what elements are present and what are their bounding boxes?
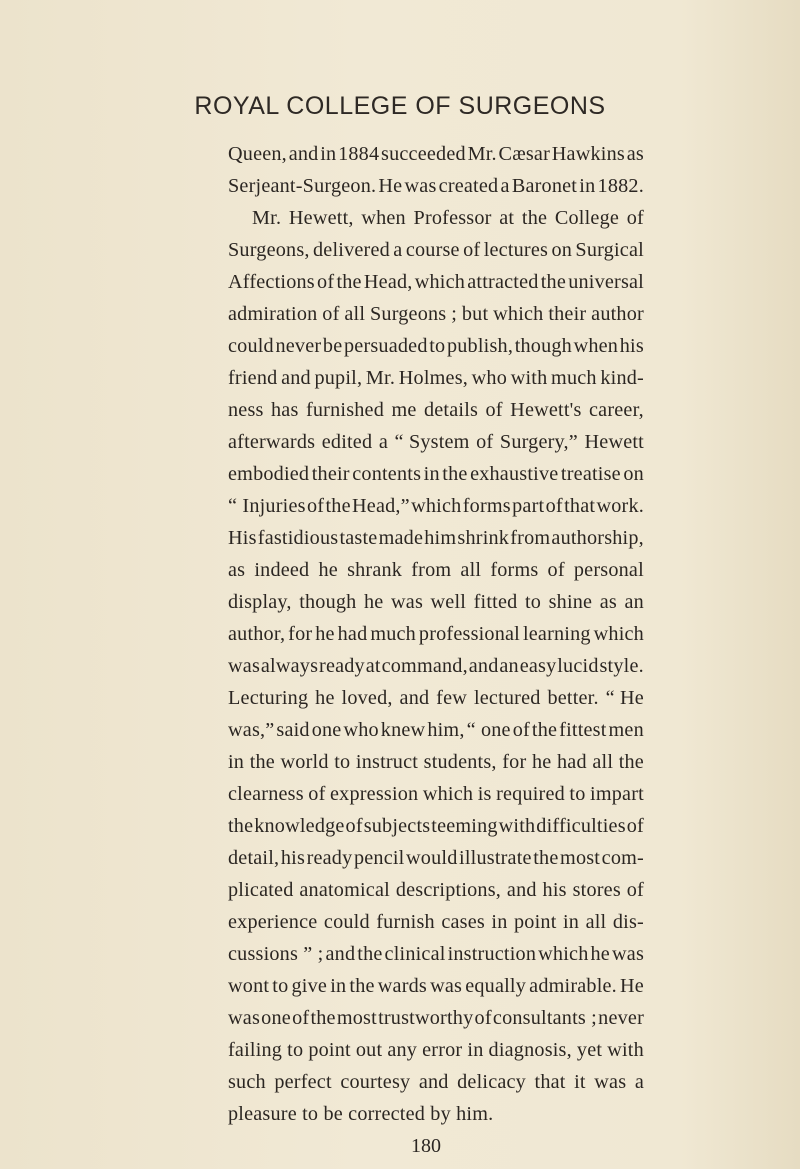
word: learning	[522, 623, 591, 645]
word: was	[228, 1007, 260, 1029]
word: though	[514, 335, 572, 357]
word: teeming	[431, 815, 498, 837]
text-line	[228, 842, 644, 874]
word: a	[378, 431, 388, 453]
word: His	[228, 527, 257, 549]
word: Hawkins	[551, 143, 625, 165]
word: taste	[339, 527, 378, 549]
word: the	[521, 207, 548, 229]
word: it	[574, 1071, 586, 1093]
word: delicacy	[457, 1071, 526, 1093]
word: lectures	[483, 239, 549, 261]
word: expression	[330, 783, 419, 805]
word: stores	[572, 879, 621, 901]
word: of	[306, 495, 325, 517]
text-line	[228, 522, 644, 554]
word: from	[411, 559, 452, 581]
word: trustworthy	[378, 1007, 474, 1029]
word: Surgical	[575, 239, 644, 261]
word: him,	[427, 719, 465, 741]
word: edited	[321, 431, 373, 453]
word: with	[510, 367, 548, 389]
word: made	[378, 527, 424, 549]
word: never	[598, 1007, 644, 1029]
running-head: ROYAL COLLEGE OF SURGEONS	[194, 92, 606, 120]
word: never	[275, 335, 322, 357]
word: admiration	[228, 303, 318, 325]
word: his	[619, 335, 644, 357]
word: clearness	[228, 783, 304, 805]
word: indeed	[254, 559, 310, 581]
word: their	[311, 463, 350, 485]
text-line	[228, 618, 644, 650]
word: of	[317, 271, 335, 293]
word: diagnosis,	[488, 1039, 572, 1061]
word: authorship,	[551, 527, 644, 549]
word: much	[551, 367, 597, 389]
word: Lecturing	[228, 687, 309, 709]
word: afterwards	[228, 431, 316, 453]
word: Mr.	[365, 367, 396, 389]
word: give	[291, 975, 328, 997]
word: when	[361, 207, 406, 229]
word: subjects	[363, 815, 431, 837]
word: for	[502, 751, 527, 773]
word: the	[249, 751, 275, 773]
word: Head,	[363, 271, 413, 293]
word: was,”	[228, 719, 275, 741]
word: was	[404, 175, 437, 197]
word: all	[585, 911, 607, 933]
word: fittest	[559, 719, 607, 741]
word: author	[591, 303, 644, 325]
word: forms	[462, 495, 511, 517]
word: all	[460, 559, 482, 581]
word: their	[548, 303, 587, 325]
text-line	[228, 394, 644, 426]
word: work.	[596, 495, 644, 517]
word: any	[387, 1039, 418, 1061]
word: had	[557, 751, 587, 773]
word: consultants ;	[492, 1007, 597, 1029]
word: all	[344, 303, 366, 325]
word: Hewett	[584, 431, 644, 453]
word: the	[228, 815, 254, 837]
text-line	[228, 202, 644, 234]
word: equally	[465, 975, 527, 997]
word: one	[261, 1007, 291, 1029]
word: pleasure to be corrected by him.	[228, 1103, 494, 1125]
word: the	[531, 719, 558, 741]
word: who	[471, 367, 508, 389]
word: the	[357, 943, 383, 965]
word: treatise	[560, 463, 621, 485]
word: in	[423, 463, 440, 485]
text-line	[228, 458, 644, 490]
word: admirable.	[529, 975, 617, 997]
word: difficulties	[536, 815, 626, 837]
word: better.	[547, 687, 599, 709]
word: could	[323, 911, 370, 933]
word: him	[424, 527, 457, 549]
word: and	[468, 655, 499, 677]
word: though	[299, 591, 357, 613]
word: when	[573, 335, 619, 357]
word: as	[228, 559, 246, 581]
word: created	[438, 175, 499, 197]
text-line	[228, 778, 644, 810]
word: and	[288, 143, 319, 165]
word: error	[422, 1039, 463, 1061]
word: knew	[380, 719, 426, 741]
text-line	[228, 682, 644, 714]
word: Mr.	[467, 143, 497, 165]
word: to	[272, 975, 289, 997]
text-line	[228, 554, 644, 586]
word: succeeded	[381, 143, 466, 165]
text-line	[228, 1098, 644, 1130]
word: Mr.	[252, 207, 282, 229]
text-line	[228, 138, 644, 170]
word: the	[618, 751, 644, 773]
word: well	[430, 591, 467, 613]
text-line	[228, 970, 644, 1002]
word: from	[510, 527, 551, 549]
word: to	[429, 335, 446, 357]
word: the	[540, 271, 566, 293]
word: perfect	[274, 1071, 332, 1093]
body-text	[228, 138, 644, 1162]
word: the	[442, 463, 468, 485]
text-line	[228, 938, 644, 970]
word: universal	[568, 271, 644, 293]
word: impart	[590, 783, 644, 805]
word: lectured	[473, 687, 541, 709]
word: could	[228, 335, 274, 357]
word: in	[320, 143, 337, 165]
word: instruct	[355, 751, 419, 773]
word: com-	[601, 847, 644, 869]
word: of	[626, 815, 644, 837]
word: the	[349, 975, 375, 997]
word: plicated	[228, 879, 294, 901]
text-line	[228, 874, 644, 906]
word: of	[476, 431, 494, 453]
word: Cæsar	[498, 143, 551, 165]
word: wont	[228, 975, 270, 997]
word: to	[287, 1039, 304, 1061]
word: Affections	[228, 271, 315, 293]
word: of	[308, 783, 326, 805]
word: attracted	[467, 271, 539, 293]
word: much	[370, 623, 416, 645]
word: on	[551, 239, 573, 261]
word: Holmes,	[398, 367, 468, 389]
word: had	[337, 623, 368, 645]
word: which	[411, 495, 462, 517]
word: “ He	[605, 687, 644, 709]
text-line	[228, 426, 644, 458]
word: details	[423, 399, 479, 421]
word: the	[310, 1007, 336, 1029]
word: College	[554, 207, 620, 229]
word: most	[336, 1007, 377, 1029]
word: career,	[589, 399, 644, 421]
word: ;	[451, 303, 458, 325]
word: of	[626, 879, 644, 901]
word: to	[569, 783, 586, 805]
word: he	[315, 687, 335, 709]
word: in	[579, 175, 596, 197]
word: that	[564, 495, 596, 517]
word: which	[538, 943, 589, 965]
word: publish,	[446, 335, 514, 357]
word: Professor	[413, 207, 492, 229]
word: furnish	[376, 911, 435, 933]
word: an	[499, 655, 519, 677]
word: his	[280, 847, 306, 869]
word: in	[228, 751, 245, 773]
word: experience	[228, 911, 318, 933]
word: few	[436, 687, 468, 709]
text-line	[228, 1066, 644, 1098]
word: descriptions,	[395, 879, 502, 901]
word: wards	[377, 975, 427, 997]
word: a	[393, 239, 403, 261]
word: detail,	[228, 847, 280, 869]
word: 1884	[338, 143, 380, 165]
word: who	[343, 719, 379, 741]
word: with	[498, 815, 536, 837]
word: Baronet	[511, 175, 578, 197]
word: in	[330, 975, 347, 997]
word: knowledge	[254, 815, 345, 837]
word: with	[607, 1039, 644, 1061]
word: Queen,	[228, 143, 287, 165]
text-line	[228, 1034, 644, 1066]
word: contents	[352, 463, 422, 485]
word: such	[228, 1071, 266, 1093]
word: the	[336, 271, 362, 293]
word: be	[322, 335, 343, 357]
word: students,	[423, 751, 497, 773]
word: and	[399, 687, 430, 709]
word: which	[414, 271, 466, 293]
word: clinical	[384, 943, 446, 965]
word: persuaded	[344, 335, 428, 357]
word: in	[491, 911, 508, 933]
word: was	[612, 943, 644, 965]
word: He	[378, 175, 403, 197]
word: all	[592, 751, 614, 773]
word: has	[271, 399, 299, 421]
word: as	[626, 143, 644, 165]
word: cussions ” ;	[228, 943, 324, 965]
word: in	[562, 911, 580, 933]
text-line	[228, 490, 644, 522]
word: one	[311, 719, 342, 741]
word: “ Injuries	[228, 495, 306, 517]
word: lucid	[557, 655, 599, 677]
word: course	[405, 239, 460, 261]
word: which	[493, 303, 544, 325]
text-line	[228, 170, 644, 202]
word: illustrate	[459, 847, 532, 869]
page-number: 180	[411, 1135, 441, 1157]
word: author,	[228, 623, 286, 645]
text-line	[228, 362, 644, 394]
word: but	[461, 303, 489, 325]
word: that	[534, 1071, 566, 1093]
word: ready	[306, 847, 353, 869]
word: style.	[599, 655, 644, 677]
word: was	[430, 975, 463, 997]
word: loved,	[341, 687, 393, 709]
text-lines	[228, 138, 644, 1130]
word: of	[485, 399, 503, 421]
word: shrank	[347, 559, 403, 581]
word: fastidious	[257, 527, 339, 549]
word: Surgeons,	[228, 239, 310, 261]
word: of	[463, 239, 481, 261]
word: most	[560, 847, 601, 869]
word: was	[391, 591, 423, 613]
word: he	[531, 751, 552, 773]
word: always	[260, 655, 319, 677]
word: furnished	[305, 399, 385, 421]
word: was	[594, 1071, 627, 1093]
word: an	[624, 591, 644, 613]
word: at	[499, 207, 515, 229]
word: and	[506, 879, 537, 901]
word: dis-	[612, 911, 644, 933]
word: command,	[381, 655, 468, 677]
word: failing	[228, 1039, 283, 1061]
word: his	[542, 879, 567, 901]
word: to	[334, 751, 351, 773]
word: easy	[519, 655, 557, 677]
word: the	[533, 847, 559, 869]
word: of	[545, 495, 563, 517]
text-line	[228, 330, 644, 362]
word: me	[391, 399, 417, 421]
word: anatomical	[299, 879, 390, 901]
text-line	[228, 810, 644, 842]
word: would	[406, 847, 458, 869]
word: on	[623, 463, 644, 485]
word: point	[514, 911, 557, 933]
word: to	[524, 591, 542, 613]
word: ready	[319, 655, 365, 677]
word: and	[418, 1071, 449, 1093]
word: a	[634, 1071, 644, 1093]
word: Hewett,	[288, 207, 354, 229]
word: delivered	[313, 239, 390, 261]
word: in	[467, 1039, 484, 1061]
word: “ System	[394, 431, 470, 453]
word: exhaustive	[470, 463, 559, 485]
word: cases	[441, 911, 485, 933]
text-line	[228, 714, 644, 746]
word: he	[318, 559, 338, 581]
word: world	[280, 751, 329, 773]
word: a	[500, 175, 510, 197]
text-line	[228, 1002, 644, 1034]
text-line	[228, 586, 644, 618]
word: said	[276, 719, 310, 741]
word: display,	[228, 591, 292, 613]
word: shrink	[457, 527, 510, 549]
word: personal	[573, 559, 644, 581]
text-line	[228, 906, 644, 938]
word: pupil,	[314, 367, 363, 389]
word: Surgeons	[369, 303, 447, 325]
word: embodied	[228, 463, 310, 485]
word: of	[345, 815, 363, 837]
word: kind-	[600, 367, 644, 389]
word: Serjeant-Surgeon.	[228, 175, 377, 197]
text-line	[228, 234, 644, 266]
word: pencil	[353, 847, 405, 869]
word: part	[512, 495, 545, 517]
word: he	[364, 591, 384, 613]
word: 1882.	[597, 175, 644, 197]
word: he	[315, 623, 335, 645]
word: was	[228, 655, 260, 677]
word: professional	[418, 623, 520, 645]
text-line	[228, 746, 644, 778]
word: for	[288, 623, 313, 645]
word: the	[325, 495, 351, 517]
word: forms	[490, 559, 539, 581]
word: which	[422, 783, 474, 805]
word: men	[608, 719, 644, 741]
word: at	[365, 655, 381, 677]
word: He	[620, 975, 644, 997]
text-line	[228, 266, 644, 298]
word: ness	[228, 399, 264, 421]
word: friend	[228, 367, 278, 389]
word: of	[512, 719, 530, 741]
word: “ one	[466, 719, 511, 741]
word: as	[599, 591, 617, 613]
word: of	[322, 303, 340, 325]
word: is	[477, 783, 492, 805]
word: and	[325, 943, 356, 965]
text-line	[228, 650, 644, 682]
word: of	[292, 1007, 310, 1029]
word: of	[626, 207, 644, 229]
word: required	[496, 783, 565, 805]
word: Hewett's	[510, 399, 582, 421]
word: he	[590, 943, 610, 965]
word: fitted	[473, 591, 518, 613]
word: and	[281, 367, 311, 389]
text-line	[228, 298, 644, 330]
word: Surgery,”	[499, 431, 578, 453]
word: out	[355, 1039, 383, 1061]
word: Head,”	[352, 495, 410, 517]
word: which	[593, 623, 644, 645]
word: yet	[576, 1039, 603, 1061]
word: of	[474, 1007, 492, 1029]
word: of	[547, 559, 565, 581]
word: instruction	[447, 943, 537, 965]
word: point	[308, 1039, 351, 1061]
word: shine	[548, 591, 593, 613]
word: courtesy	[340, 1071, 411, 1093]
